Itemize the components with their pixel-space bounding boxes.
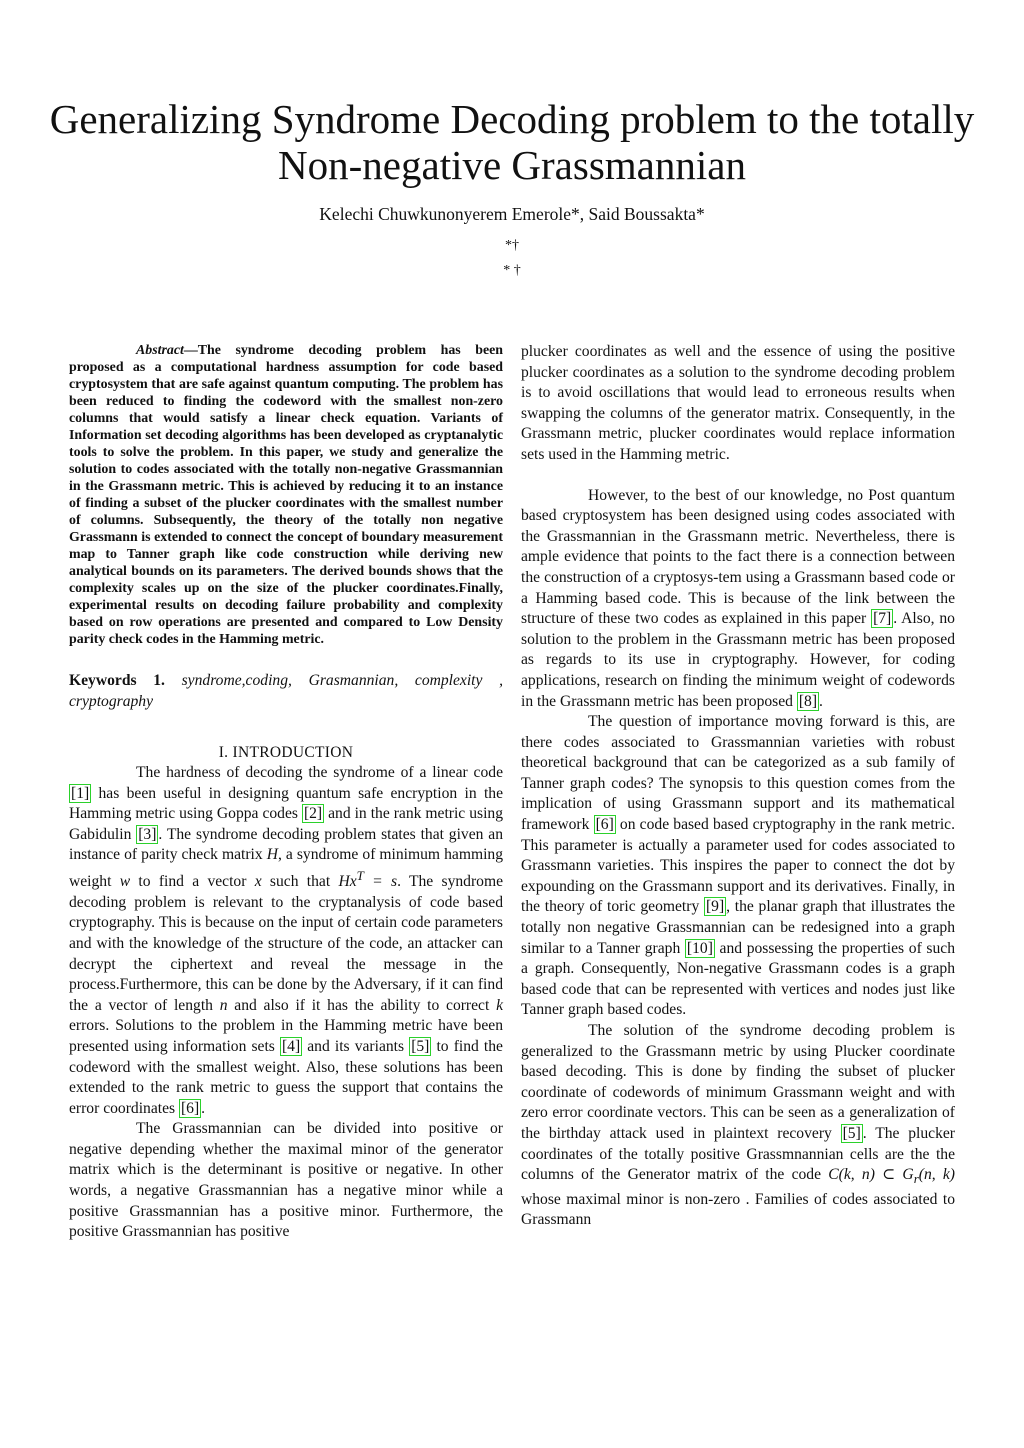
intro-paragraph-1: [69, 763, 503, 1119]
section-number: I.: [218, 744, 229, 761]
citation-link[interactable]: [9]: [705, 898, 725, 916]
abstract-dash: —: [183, 343, 198, 358]
text-run: . Also, no solution to the problem in the Grassmann metric has been proposed as regards to its use in cryptography. However, for coding applications, research on finding the minimum weight of codewords in the Grassmann metric has been proposed: [521, 610, 955, 710]
math-superscript: T: [356, 867, 364, 883]
text-run: has been useful in designing quantum safe encryption in the Hamming metric using Goppa codes: [69, 784, 503, 823]
text-run: such that: [261, 873, 339, 891]
paper-title: Generalizing Syndrome Decoding problem to the totally Non-negative Grassmannian: [49, 96, 975, 188]
author-list: Kelechi Chuwkunonyerem Emerole*, Said Boussakta*: [319, 204, 705, 224]
citation-link[interactable]: [10]: [686, 939, 713, 957]
text-run: and its variants: [302, 1037, 410, 1055]
text-run: , the planar graph that illustrates the totally non negative Grassmannian can be redesigned into a graph similar to a Tanner graph: [521, 898, 955, 957]
text-run: .: [819, 692, 823, 710]
text-run: . The plucker coordinates of the totally positive Grassmnannian cells are the the columns of the Generator matrix of the code: [521, 1124, 955, 1184]
math-symbol: ⊂: [874, 1166, 903, 1184]
abstract: [69, 342, 503, 648]
citation-link[interactable]: [1]: [71, 784, 90, 802]
text-run: , a syndrome of minimum hamming weight: [69, 846, 503, 891]
intro-paragraph-5: [521, 1021, 955, 1231]
abstract-text: The syndrome decoding problem has been proposed as a computational hardness assumption for code based cryptosystem that are safe against quantum computing. The problem has been reduced to finding the codeword with the smallest non-zero columns that would satisfy a linear check equation. Variants of Information set decoding algorithms has been developed as cryptanalytic tools to solve the problem. In this paper, we study and generalize the solution to codes associated with the totally non-negative Grassmannian in the Grassmann metric. This is achieved by reducing it to an instance of finding a subset of the plucker coordinates with the smallest number of columns. Subsequently, the theory of the totally non negative Grassmann is extended to connect the concept of boundary measurement map to Tanner graph like code construction while deriving new analytical bounds on its parameters. The derived bounds shows that the complexity scales up on the size of the plucker coordinates.Finally, experimental results on decoding failure probability and complexity based on row operations are presented and compared to Low Density parity check codes in the Hamming metric.: [69, 343, 503, 647]
keywords-label: Keywords 1.: [69, 672, 165, 689]
text-run: The question of importance moving forward is this, are there codes associated to Grassmannian varieties with robust theoretical background that can be categorized as a sub family of Tanner graph codes? The synopsis to this question comes from the implication of using Grassmann support and its mathematical framework: [521, 713, 955, 834]
citation-link[interactable]: [6]: [180, 1099, 200, 1117]
citation-link[interactable]: [2]: [303, 805, 323, 823]
math-symbol: w: [119, 873, 131, 891]
text-run: to find the codeword with the smallest weight. Also, these solutions has been extended to the rank metric to guess the support that contains the error coordinates: [69, 1037, 503, 1117]
intro-paragraph-2-continued: plucker coordinates as well and the essence of using the positive plucker coordinates as a solution to the syndrome decoding problem is to avoid oscillations that would lead to erroneous results when swapping the columns of the generator matrix. Consequently, in the Grassmann metric, plucker coordinates would replace information sets used in the Hamming metric.: [521, 343, 955, 463]
text-run: and possessing the properties of such a graph. Consequently, Non-negative Grassmann codes is a graph based code that can be represented with vertices and nodes just like Tanner graph based codes.: [521, 939, 955, 1019]
math-symbol: G: [902, 1166, 914, 1184]
intro-paragraph-4: [521, 712, 955, 1021]
section-heading-introduction: [69, 743, 503, 763]
text-run: The solution of the syndrome decoding problem is generalized to the Grassmann metric by using Plucker coordinate based decoding. This is done by finding the subset of plucker coordinate of codewords of minimum Grassmann weight and with zero error coordinate vectors. This can be seen as a generalization of the birthday attack used in plaintext recovery: [521, 1022, 955, 1142]
intro-paragraph-2: The Grassmannian can be divided into positive or negative depending whether the maximal minor of the generator matrix which is the determinant is positive or negative. In other words, a negative Grassmannian has a negative minor while a positive Grassmannian has a positive minor. Furthermore, the positive Grassmannian has positive: [69, 1120, 503, 1241]
right-column: [521, 342, 955, 1231]
text-run: . The syndrome decoding problem is relevant to the cryptanalysis of code based cryptography. This is because on the input of certain code parameters and with the knowledge of the structure of the code, an attacker can decrypt the ciphertext and reveal the message in the process.Furthermore, this can be done by the Adversary, if it can find the a vector of length: [69, 873, 503, 1014]
text-run: . The syndrome decoding problem states that given an instance of parity check matrix: [69, 825, 503, 864]
math-symbol: k: [496, 996, 503, 1014]
text-run: errors. Solutions to the problem in the Hamming metric have been presented using information sets: [69, 1017, 503, 1055]
math-symbol: n: [219, 996, 228, 1014]
intro-paragraph-3: [521, 486, 955, 713]
section-title-rest: NTRODUCTION: [238, 744, 354, 761]
citation-link[interactable]: [7]: [873, 610, 892, 628]
text-run: and in the rank metric using Gabidulin: [69, 805, 503, 843]
section-title-initial: I: [232, 744, 239, 761]
text-run: on code based based cryptography in the rank metric. This parameter is actually a parameter used for codes associated to Grassmann varieties. This inspires the paper to connect the dot by expounding on the Grassmann support and its derivatives. Finally, in the theory of toric geometry: [521, 816, 955, 916]
math-symbol: Hx: [338, 873, 357, 891]
citation-link[interactable]: [3]: [138, 825, 157, 843]
math-symbol: = s: [363, 873, 398, 891]
citation-link[interactable]: [6]: [595, 816, 614, 834]
text-run: to find a vector: [130, 873, 255, 891]
text-run: .: [201, 1099, 206, 1117]
text-run: The hardness of decoding the syndrome of a linear code: [136, 764, 503, 781]
affiliation-line-2: * †: [503, 263, 521, 278]
math-symbol: C(k, n): [828, 1166, 875, 1184]
left-column: [69, 342, 503, 1243]
text-run: However, to the best of our knowledge, no Post quantum based cryptosystem has been designed using codes associated with the Grassmannian in the Grassmann metric. Nevertheless, there is ample evidence that points to the fact there is a connection between the construction of a cryptosys-tem using a Grassmann based code or a Hamming based code. This is because of the link between the structure of these two codes as explained in this paper: [521, 486, 955, 628]
math-subscript: r: [913, 1171, 919, 1187]
citation-link[interactable]: [4]: [281, 1037, 301, 1055]
math-symbol: (n, k): [918, 1166, 955, 1184]
text-run: and also if it has the ability to correct: [227, 996, 497, 1014]
keywords-text: syndrome,coding, Grasmannian, complexity , cryptography: [69, 672, 503, 710]
math-symbol: x: [254, 873, 262, 891]
citation-link[interactable]: [5]: [842, 1124, 861, 1142]
affiliation-line-1: *†: [505, 238, 519, 253]
math-symbol: H: [266, 846, 278, 864]
text-run: whose maximal minor is non-zero . Families of codes associated to Grassmann: [521, 1190, 955, 1229]
abstract-label: Abstract: [136, 343, 184, 358]
citation-link[interactable]: [8]: [798, 692, 818, 710]
citation-link[interactable]: [5]: [411, 1037, 430, 1055]
keywords: [69, 670, 503, 712]
